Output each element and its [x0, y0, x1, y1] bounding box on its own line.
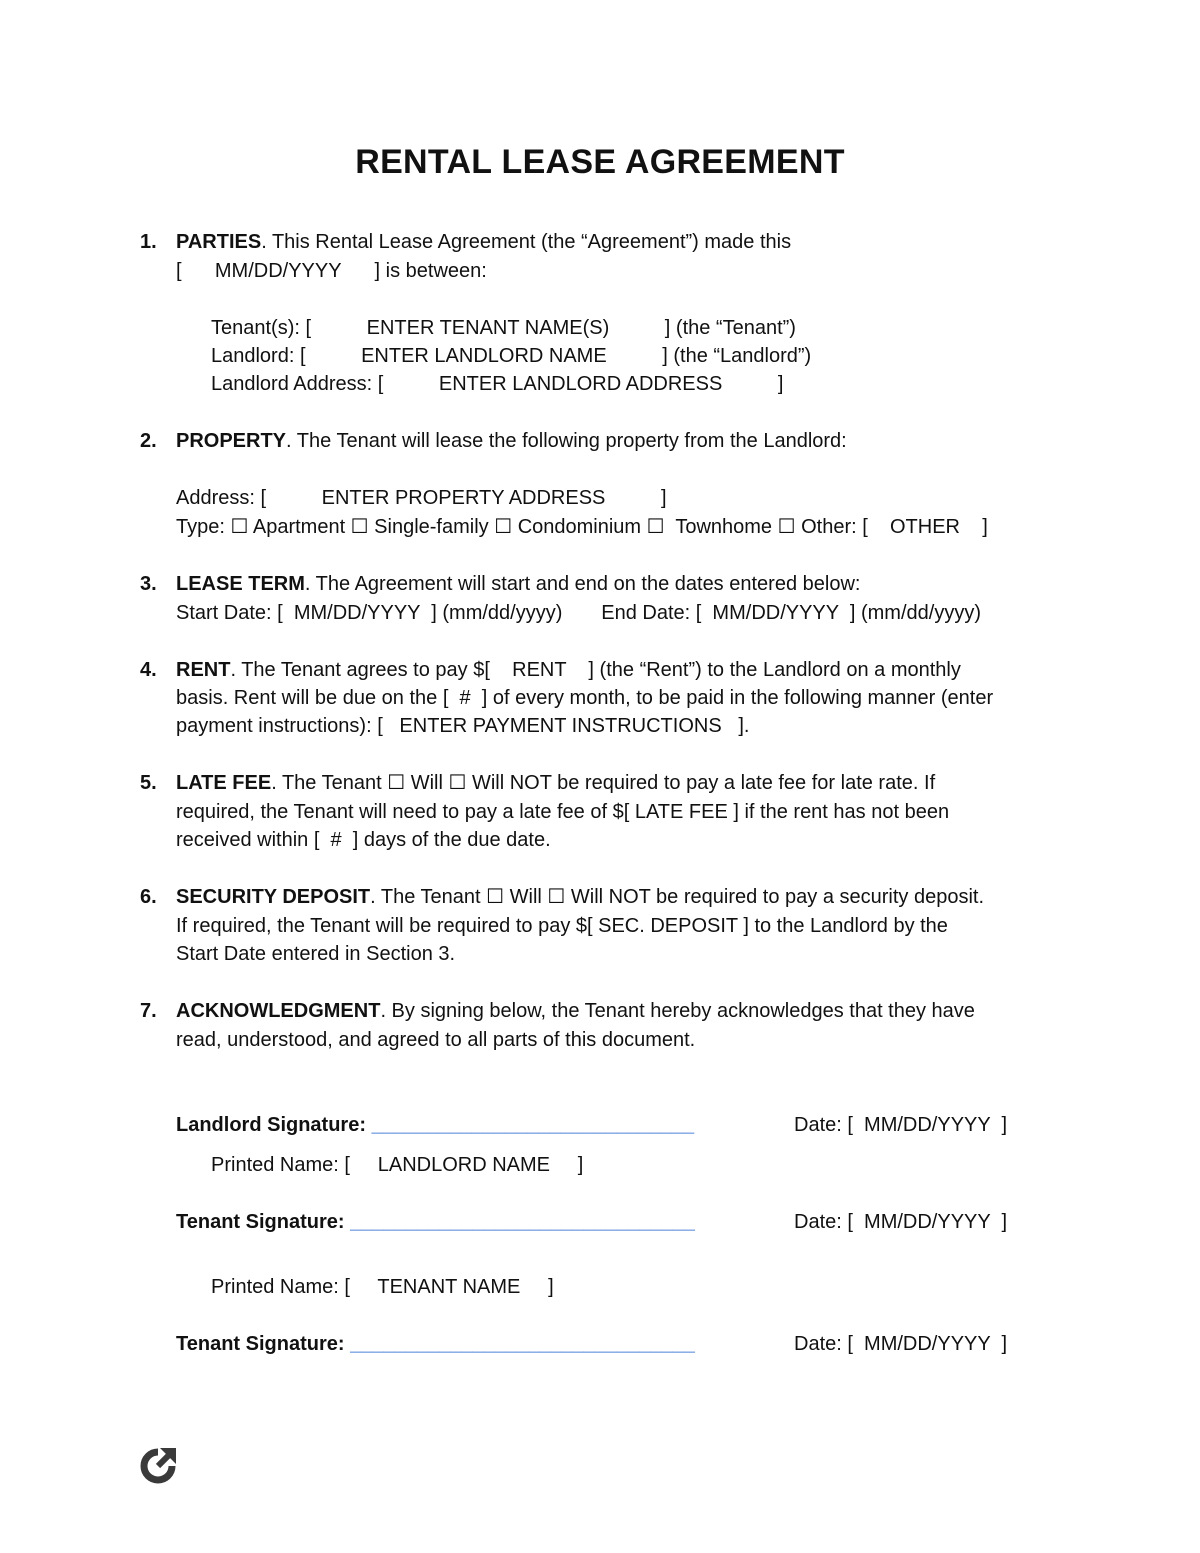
- section-5-heading: LATE FEE: [176, 772, 272, 794]
- section-7-number: 7.: [140, 1000, 157, 1022]
- section-4-line-1: [176, 658, 961, 682]
- tenant-name-field[interactable]: Tenant(s): [ ENTER TENANT NAME(S) ] (the “Tenant”): [211, 317, 796, 339]
- section-3-line-1: [176, 572, 860, 596]
- section-7-line-2: read, understood, and agreed to all parts of this document.: [176, 1029, 696, 1051]
- landlord-signature-label: Landlord Signature:: [176, 1114, 372, 1136]
- section-5-text: . The Tenant ☐ Will ☐ Will NOT be required to pay a late fee for late rate. If: [271, 772, 936, 794]
- document-title: RENTAL LEASE AGREEMENT: [355, 143, 845, 181]
- landlord-printed-name-field[interactable]: Printed Name: [ LANDLORD NAME ]: [211, 1154, 584, 1176]
- section-1-text: . This Rental Lease Agreement (the “Agreement”) made this: [261, 231, 792, 253]
- property-type-options[interactable]: Type: ☐ Apartment ☐ Single-family ☐ Condominium ☐ Townhome ☐ Other: [ OTHER ]: [176, 516, 988, 538]
- property-address-field[interactable]: Address: [ ENTER PROPERTY ADDRESS ]: [176, 487, 667, 509]
- section-6-line-2: If required, the Tenant will be required to pay $[ SEC. DEPOSIT ] to the Landlord by the: [176, 915, 948, 937]
- section-6-number: 6.: [140, 886, 157, 908]
- tenant-printed-name-field[interactable]: Printed Name: [ TENANT NAME ]: [211, 1276, 554, 1298]
- section-4-line-3: payment instructions): [ ENTER PAYMENT INSTRUCTIONS ].: [176, 715, 750, 737]
- section-3-number: 3.: [140, 573, 157, 595]
- section-2-number: 2.: [140, 430, 157, 452]
- section-1-line-1: [176, 230, 791, 254]
- tenant-date-field-1[interactable]: Date: [ MM/DD/YYYY ]: [794, 1211, 1008, 1233]
- section-1-number: 1.: [140, 231, 157, 253]
- tenant-signature-line-1[interactable]: _______________________________: [350, 1211, 695, 1233]
- section-6-line-3: Start Date entered in Section 3.: [176, 943, 456, 965]
- section-1-heading: PARTIES: [176, 231, 262, 253]
- section-6-heading: SECURITY DEPOSIT: [176, 886, 371, 908]
- tenant-signature-label-2: Tenant Signature:: [176, 1333, 351, 1355]
- section-7-heading: ACKNOWLEDGMENT: [176, 1000, 381, 1022]
- section-5-number: 5.: [140, 772, 157, 794]
- section-2-heading: PROPERTY: [176, 430, 287, 452]
- section-2-text: . The Tenant will lease the following property from the Landlord:: [286, 430, 847, 452]
- tenant-signature-row-2: [176, 1332, 695, 1356]
- section-4-text: . The Tenant agrees to pay $[ RENT ] (the “Rent”) to the Landlord on a monthly: [230, 659, 961, 681]
- landlord-date-field[interactable]: Date: [ MM/DD/YYYY ]: [794, 1114, 1008, 1136]
- section-4-heading: RENT: [176, 659, 231, 681]
- section-5-line-2: required, the Tenant will need to pay a late fee of $[ LATE FEE ] if the rent has not been: [176, 801, 950, 823]
- section-4-line-2: basis. Rent will be due on the [ # ] of every month, to be paid in the following manner (enter: [176, 687, 994, 709]
- section-4-number: 4.: [140, 659, 157, 681]
- section-7-text: . By signing below, the Tenant hereby acknowledges that they have: [380, 1000, 975, 1022]
- lease-dates-field[interactable]: Start Date: [ MM/DD/YYYY ] (mm/dd/yyyy) End Date: [ MM/DD/YYYY ] (mm/dd/yyyy): [176, 602, 981, 624]
- tenant-signature-label-1: Tenant Signature:: [176, 1211, 351, 1233]
- tenant-signature-row-1: [176, 1210, 695, 1234]
- landlord-address-field[interactable]: Landlord Address: [ ENTER LANDLORD ADDRESS ]: [211, 373, 784, 395]
- landlord-signature-line[interactable]: _____________________________: [371, 1114, 695, 1136]
- section-7-line-1: [176, 999, 975, 1023]
- section-5-line-3: received within [ # ] days of the due date.: [176, 829, 551, 851]
- tenant-date-field-2[interactable]: Date: [ MM/DD/YYYY ]: [794, 1333, 1008, 1355]
- section-6-text: . The Tenant ☐ Will ☐ Will NOT be required to pay a security deposit.: [370, 886, 985, 908]
- section-1-date-field[interactable]: [ MM/DD/YYYY ] is between:: [176, 260, 487, 282]
- landlord-name-field[interactable]: Landlord: [ ENTER LANDLORD NAME ] (the “Landlord”): [211, 345, 812, 367]
- section-2-line-1: [176, 429, 847, 453]
- refresh-arrow-logo-icon: [138, 1446, 178, 1486]
- tenant-signature-line-2[interactable]: _______________________________: [350, 1333, 695, 1355]
- section-3-heading: LEASE TERM: [176, 573, 305, 595]
- section-3-text: . The Agreement will start and end on the dates entered below:: [304, 573, 861, 595]
- section-6-line-1: [176, 885, 984, 909]
- landlord-signature-row: [176, 1113, 694, 1137]
- section-5-line-1: [176, 771, 935, 795]
